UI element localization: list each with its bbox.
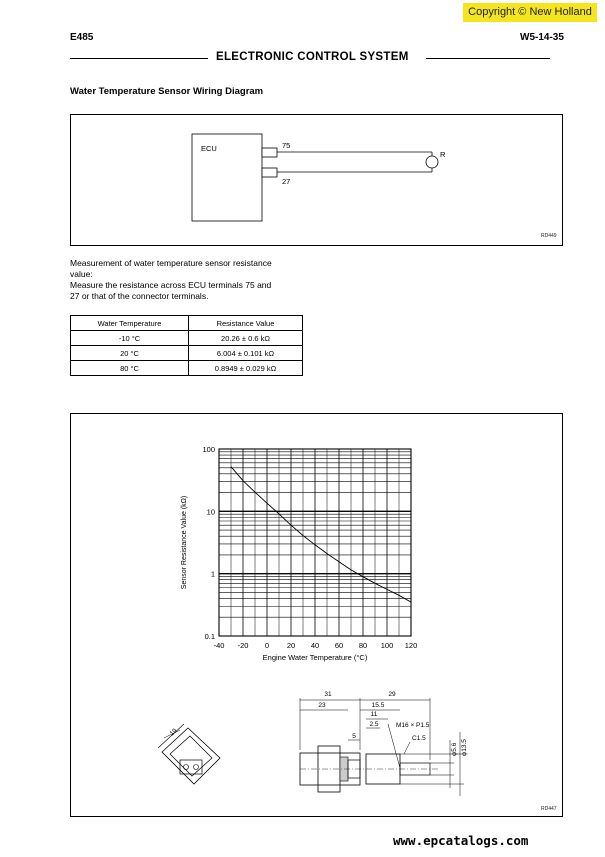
- sensor-side-view: [300, 698, 464, 796]
- sensor-end-view: [158, 724, 220, 784]
- x-tick-label: 40: [310, 641, 320, 650]
- copyright-badge: Copyright © New Holland: [463, 3, 597, 22]
- x-tick-label: 120: [404, 641, 418, 650]
- table-cell: 0.8949 ± 0.029 kΩ: [189, 361, 303, 376]
- dim-11: 11: [370, 711, 378, 718]
- sensor-dimension-drawing: [140, 680, 480, 810]
- table-cell: 80 °C: [71, 361, 189, 376]
- dim-31: 31: [324, 691, 332, 698]
- dim-29: 29: [388, 691, 396, 698]
- x-tick-label: -20: [237, 641, 249, 650]
- x-axis-label: Engine Water Temperature (°C): [262, 653, 368, 662]
- wiring-figure-code: RD449: [541, 233, 557, 239]
- table-cell: -10 °C: [71, 331, 189, 346]
- x-tick-label: 0: [264, 641, 270, 650]
- x-tick-label: 100: [380, 641, 394, 650]
- dim-2-5: 2.5: [369, 721, 379, 728]
- measurement-text: Measurement of water temperature sensor resistance value: Measure the resistance across ECU terminals 75 and 27 or that of the connector terminals.: [70, 258, 272, 301]
- dim-phi-13-5: φ13.5: [461, 739, 468, 756]
- wiring-diagram-title: Water Temperature Sensor Wiring Diagram: [70, 86, 264, 97]
- x-tick-label: -40: [213, 641, 225, 650]
- dim-19: 19: [168, 727, 179, 738]
- dimension-figure-code: RD447: [541, 806, 557, 812]
- sensor-label: R: [440, 150, 446, 159]
- table-cell: 20 °C: [71, 346, 189, 361]
- footer-url[interactable]: www.epcatalogs.com: [393, 833, 529, 848]
- terminal-27-label: 27: [282, 177, 291, 186]
- y-axis-label: Sensor Resistance Value (kΩ): [181, 495, 188, 590]
- dim-phi-5-6: φ5.6: [451, 742, 458, 756]
- chart-ticks: [202, 445, 417, 650]
- column-header: Water Temperature: [71, 316, 189, 331]
- chamfer-spec: C1.5: [412, 735, 426, 742]
- page-code-left: E485: [70, 32, 94, 43]
- ecu-label: ECU: [201, 144, 217, 153]
- y-tick-label: 10: [206, 507, 215, 517]
- y-tick-label: 0.1: [204, 632, 215, 641]
- resistance-curve: [231, 467, 411, 602]
- section-title: ELECTRONIC CONTROL SYSTEM: [216, 51, 409, 63]
- table-cell: 20.26 ± 0.6 kΩ: [189, 331, 303, 346]
- column-header: Resistance Value: [189, 316, 303, 331]
- dim-23: 23: [318, 702, 326, 709]
- thread-spec: M16 × P1.5: [396, 722, 430, 729]
- terminal-75-label: 75: [282, 141, 291, 150]
- dim-15-5: 15.5: [371, 702, 385, 709]
- x-tick-label: 60: [334, 641, 344, 650]
- x-tick-label: 80: [358, 641, 368, 650]
- table-cell: 6.004 ± 0.101 kΩ: [189, 346, 303, 361]
- y-tick-label: 100: [202, 445, 215, 454]
- x-tick-label: 20: [286, 641, 296, 650]
- page-code-right: W5-14-35: [520, 32, 564, 43]
- chart-grid: [219, 449, 411, 636]
- y-tick-label: 1: [210, 569, 215, 579]
- dim-5: 5: [352, 733, 356, 740]
